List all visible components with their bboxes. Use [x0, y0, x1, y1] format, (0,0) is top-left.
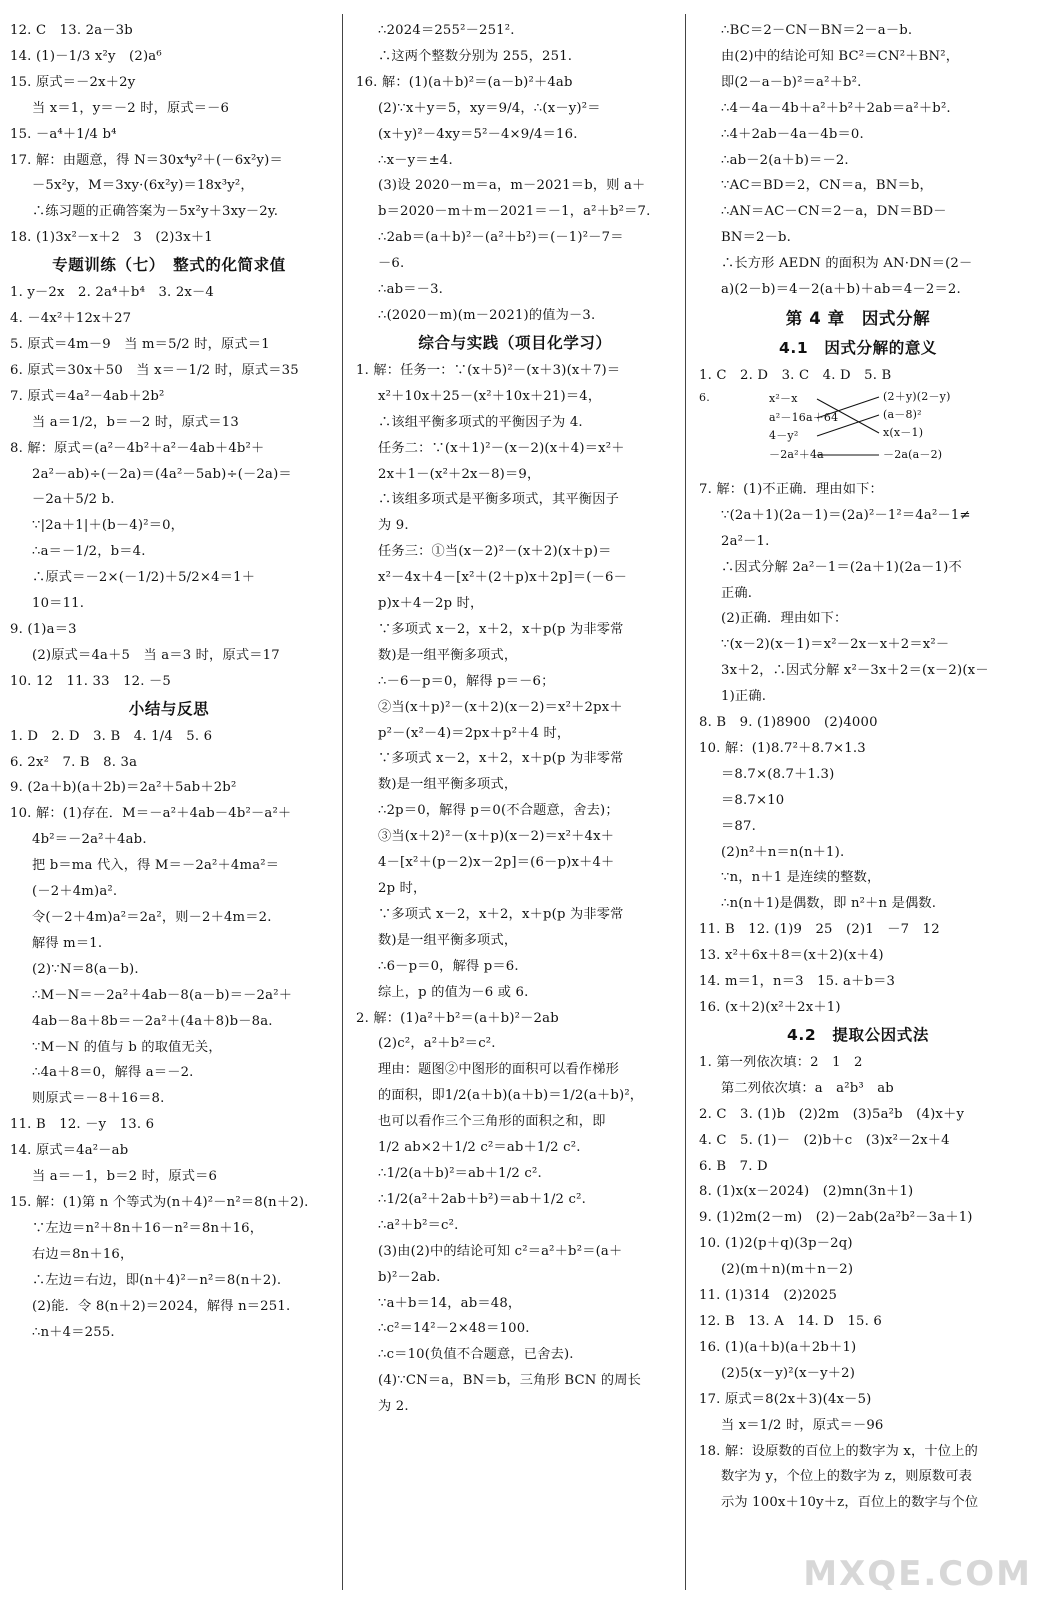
answer-line: 4b²＝－2a²＋4ab.: [32, 832, 147, 848]
answer-line: 为 9.: [378, 518, 409, 534]
answer-line: 1. 第一列依次填：2 1 2: [699, 1054, 863, 1070]
answer-line: ∴练习题的正确答案为－5x²y＋3xy－2y.: [32, 204, 279, 220]
section-heading: 4.2 提取公因式法: [787, 1025, 929, 1044]
figure-left-expr: x²－x: [769, 391, 798, 405]
answer-line: (2)n²＋n＝n(n＋1).: [721, 844, 845, 860]
answer-line: ∴4－4a－4b＋a²＋b²＋2ab＝a²＋b².: [721, 100, 951, 116]
answer-line: ∴6－p＝0，解得 p＝6.: [378, 958, 519, 974]
answer-line: (4)∵CN＝a，BN＝b，三角形 BCN 的周长: [378, 1373, 642, 1389]
answer-line: ∴ab－2(a＋b)＝－2.: [721, 152, 849, 168]
answer-line: －6.: [378, 256, 405, 272]
answer-line: p)x＋4－2p 时，: [378, 596, 484, 612]
answer-line: ∴BC＝2－CN－BN＝2－a－b.: [721, 23, 913, 38]
chapter-heading: 第 4 章 因式分解: [785, 308, 931, 328]
answer-line: ∵(2a＋1)(2a－1)＝(2a)²－1²＝4a²－1≠: [721, 507, 971, 523]
answer-line: ＝8.7×10: [721, 792, 785, 808]
answer-line: 2p 时，: [378, 881, 427, 896]
answer-line: ∵M－N 的值与 b 的取值无关，: [32, 1039, 222, 1055]
section-heading: 专题训练（七） 整式的化简求值: [52, 256, 286, 275]
answer-line: 14. 原式＝4a²－ab: [10, 1143, 129, 1159]
watermark-logo: MXQE.COM: [803, 1554, 1032, 1594]
answer-line: ＝87.: [721, 818, 756, 834]
answer-line: 16. 解：(1)(a＋b)²＝(a－b)²＋4ab: [356, 74, 573, 90]
section-heading: 综合与实践（项目化学习）: [418, 333, 612, 352]
answer-line: 数字为 y，个位上的数字为 z，则原数可表: [721, 1469, 973, 1485]
answer-line: ∴左边＝右边，即(n＋4)²－n²＝8(n＋2).: [32, 1272, 282, 1288]
answer-line: (2)能．令 8(n＋2)＝2024，解得 n＝251.: [32, 1298, 291, 1314]
answer-line: 令(－2＋4m)a²＝2a²，则－2＋4m＝2.: [32, 910, 272, 925]
answer-line: 第二列依次填：a a²b³ ab: [721, 1080, 894, 1096]
answer-line: －2a＋5/2 b.: [32, 492, 115, 508]
answer-line: ∴x－y＝±4.: [378, 152, 453, 168]
answer-line: 11. B 12. －y 13. 6: [10, 1117, 155, 1133]
answer-line: 15. 原式＝－2x＋2y: [10, 74, 136, 90]
answer-line: 8. (1)x(x－2024) (2)mn(3n＋1): [699, 1184, 914, 1200]
figure-left-expr: a²－16a＋64: [769, 410, 839, 424]
answer-line: 任务三：①当(x－2)²－(x＋2)(x＋p)＝: [378, 544, 612, 560]
answer-line: ∵多项式 x－2，x＋2，x＋p(p 为非零常: [378, 906, 624, 922]
section-heading: 小结与反思: [128, 699, 210, 718]
figure-right-expr: (2＋y)(2－y): [883, 389, 951, 403]
column-divider: [342, 14, 343, 1590]
answer-line: ∵n，n＋1 是连续的整数，: [721, 870, 881, 886]
answer-line: ∴c²＝14²－2×48＝100.: [378, 1321, 530, 1337]
answer-line: ∵AC＝BD＝2，CN＝a，BN＝b，: [721, 178, 933, 194]
answer-line: ∴该组多项式是平衡多项式，其平衡因子: [378, 492, 619, 508]
column-right: [699, 18, 1017, 1588]
answer-line: 当 x＝1，y＝－2 时，原式＝－6: [32, 100, 230, 116]
answer-line: 10. 12 11. 33 12. －5: [10, 673, 172, 689]
answer-line: 11. (1)314 (2)2025: [699, 1288, 838, 1304]
column-divider: [685, 14, 686, 1590]
answer-line: 解得 m＝1.: [32, 935, 103, 951]
matching-diagram: [699, 391, 1017, 475]
answer-line: (2)正确．理由如下：: [721, 611, 848, 627]
answer-line: 13. x²＋6x＋8＝(x＋2)(x＋4): [699, 948, 884, 964]
answer-line: ∴c＝10(负值不合题意，已舍去).: [378, 1347, 574, 1363]
answer-line: 16. (x＋2)(x²＋2x＋1): [699, 1000, 841, 1015]
answer-line: (3)设 2020－m＝a，m－2021＝b，则 a＋: [378, 178, 646, 194]
answer-line: 6. 原式＝30x＋50 当 x＝－1/2 时，原式＝35: [10, 362, 299, 378]
answer-line: a)(2－b)＝4－2(a＋b)＋ab＝4－2＝2.: [721, 282, 961, 298]
answer-line: 2. C 3. (1)b (2)2m (3)5a²b (4)x＋y: [699, 1106, 965, 1122]
figure-right-expr: －2a(a－2): [883, 447, 943, 461]
answer-line: ∴n(n＋1)是偶数，即 n²＋n 是偶数.: [721, 896, 937, 912]
answer-line: 2a²－ab)÷(－2a)＝(4a²－5ab)÷(－2a)＝: [32, 466, 292, 482]
answer-line: ∵a＋b＝14，ab＝48，: [378, 1295, 522, 1311]
answer-line: ∴2p＝0，解得 p＝0(不合题意，舍去)；: [378, 803, 619, 819]
answer-line: 10. (1)2(p＋q)(3p－2q): [699, 1236, 853, 1252]
answer-line: 10. 解：(1)存在．M＝－a²＋4ab－4b²－a²＋: [10, 806, 292, 822]
answer-line: 任务二：∵(x＋1)²－(x－2)(x＋4)＝x²＋: [378, 440, 625, 456]
answer-line: x²＋10x＋25－(x²＋10x＋21)＝4，: [378, 388, 602, 404]
answer-line: 正确.: [721, 585, 753, 601]
answer-line: b)²－2ab.: [378, 1269, 441, 1285]
answer-line: ∵多项式 x－2，x＋2，x＋p(p 为非零常: [378, 621, 624, 637]
answer-line: 4－[x²＋(p－2)x－2p]＝(6－p)x＋4＋: [378, 855, 615, 871]
answer-line: 1. C 2. D 3. C 4. D 5. B: [699, 367, 892, 383]
answer-line: ∴1/2(a＋b)²＝ab＋1/2 c².: [378, 1165, 542, 1181]
answer-line: 12. B 13. A 14. D 15. 6: [699, 1313, 882, 1329]
answer-line: 数)是一组平衡多项式，: [378, 777, 518, 793]
answer-line: ∴4a＋8＝0，解得 a＝－2.: [32, 1065, 194, 1081]
answer-line: 右边＝8n＋16，: [32, 1246, 134, 1262]
answer-line: ∵多项式 x－2，x＋2，x＋p(p 为非零常: [378, 751, 624, 767]
answer-line: ∵(x－2)(x－1)＝x²－2x－x＋2＝x²－: [721, 637, 950, 653]
answer-line: 4. －4x²＋12x＋27: [10, 311, 132, 327]
answer-line: 8. 解：原式＝(a²－4b²＋a²－4ab＋4b²＋: [10, 440, 265, 456]
answer-line: ∴这两个整数分别为 255，251.: [378, 48, 573, 64]
answer-line: 即(2－a－b)²＝a²＋b².: [721, 74, 862, 90]
answer-line: ∴(2020－m)(m－2021)的值为－3.: [378, 307, 596, 323]
answer-line: 17. 解：由题意，得 N＝30x⁴y²＋(－6x²y)＝: [10, 152, 283, 168]
answer-line: ③当(x＋2)²－(x＋p)(x－2)＝x²＋4x＋: [378, 829, 615, 845]
figure-right-expr: (a－8)²: [883, 407, 922, 421]
answer-line: ∴原式＝－2×(－1/2)＋5/2×4＝1＋: [32, 570, 256, 586]
answer-line: b＝2020－m＋m－2021＝－1，a²＋b²＝7.: [378, 204, 651, 220]
answer-line: ∴2024＝255²－251².: [378, 23, 515, 38]
answer-line: (－2＋4m)a².: [32, 884, 118, 900]
answer-line: 的面积，即1/2(a＋b)(a＋b)＝1/2(a＋b)²，: [378, 1088, 644, 1104]
answer-line: 14. (1)－1/3 x²y (2)a⁶: [10, 48, 162, 64]
answer-line: 16. (1)(a＋b)(a＋2b＋1): [699, 1339, 857, 1355]
figure-left-expr: －2a²＋4a: [769, 447, 824, 461]
figure-left-expr: 4－y²: [769, 428, 799, 442]
answer-line: 数)是一组平衡多项式，: [378, 647, 518, 663]
answer-line: ∴－6－p＝0，解得 p＝－6；: [378, 673, 555, 689]
answer-line: 把 b＝ma 代入，得 M＝－2a²＋4ma²＝: [32, 858, 280, 874]
answer-line: 7. 解：(1)不正确．理由如下：: [699, 481, 883, 497]
answer-line: x²－4x＋4－[x²＋(2＋p)x＋2p]＝(－6－: [378, 570, 627, 586]
answer-line: 10. 解：(1)8.7²＋8.7×1.3: [699, 740, 866, 756]
answer-line: (x＋y)²－4xy＝5²－4×9/4＝16.: [378, 126, 578, 142]
answer-line: －5x²y，M＝3xy·(6x²y)＝18x³y²，: [32, 178, 254, 194]
answer-line: (2)(m＋n)(m＋n－2): [721, 1262, 854, 1278]
answer-line: 5. 原式＝4m－9 当 m＝5/2 时，原式＝1: [10, 336, 270, 352]
answer-line: 10＝11.: [32, 596, 85, 612]
answer-line: p²－(x²－4)＝2px＋p²＋4 时，: [378, 725, 571, 741]
answer-line: 18. 解：设原数的百位上的数字为 x，十位上的: [699, 1443, 978, 1459]
answer-line: 2. 解：(1)a²＋b²＝(a＋b)²－2ab: [356, 1010, 559, 1026]
answer-line: 1/2 ab×2＋1/2 c²＝ab＋1/2 c².: [378, 1140, 581, 1156]
answer-line: ∴因式分解 2a²－1＝(2a＋1)(2a－1)不: [721, 559, 962, 575]
figure-item-number: 6.: [699, 390, 710, 404]
answer-line: ∴1/2(a²＋2ab＋b²)＝ab＋1/2 c².: [378, 1191, 587, 1207]
answer-line: 2a²－1.: [721, 533, 770, 549]
answer-line: ∴AN＝AC－CN＝2－a，DN＝BD－: [721, 204, 947, 220]
answer-line: 1)正确.: [721, 689, 767, 705]
answer-line: 示为 100x＋10y＋z，百位上的数字与个位: [721, 1495, 979, 1511]
answer-line: 4ab－8a＋8b＝－2a²＋(4a＋8)b－8a.: [32, 1013, 273, 1029]
answer-line: 6. 2x² 7. B 8. 3a: [10, 754, 138, 770]
answer-line: 当 x＝1/2 时，原式＝－96: [721, 1417, 884, 1433]
answer-line: ∴n＋4＝255.: [32, 1324, 115, 1340]
answer-line: 为 2.: [378, 1399, 409, 1415]
answer-line: 1. D 2. D 3. B 4. 1/4 5. 6: [10, 728, 213, 744]
answer-line: 当 a＝1/2，b＝－2 时，原式＝13: [32, 414, 239, 430]
answer-line: 数)是一组平衡多项式，: [378, 932, 518, 948]
answer-line: ∵左边＝n²＋8n＋16－n²＝8n＋16，: [32, 1220, 264, 1236]
answer-line: 也可以看作三个三角形的面积之和，即: [378, 1114, 606, 1130]
answer-line: ∴该组平衡多项式的平衡因子为 4.: [378, 414, 583, 430]
answer-line: ∴M－N＝－2a²＋4ab－8(a－b)＝－2a²＋: [32, 987, 293, 1003]
answer-line: (2)5(x－y)²(x－y＋2): [721, 1365, 856, 1381]
answer-line: (2)原式＝4a＋5 当 a＝3 时，原式＝17: [32, 647, 280, 663]
section-heading: 4.1 因式分解的意义: [778, 338, 938, 357]
answer-line: ∵|2a＋1|＋(b－4)²＝0，: [32, 518, 185, 534]
answer-line: 9. (2a＋b)(a＋2b)＝2a²＋5ab＋2b²: [10, 780, 237, 796]
answer-line: ②当(x＋p)²－(x＋2)(x－2)＝x²＋2px＋: [378, 699, 623, 715]
answer-line: 2x＋1－(x²＋2x－8)＝9，: [378, 466, 541, 482]
answer-line: 17. 原式＝8(2x＋3)(4x－5): [699, 1391, 872, 1407]
answer-line: 18. (1)3x²－x＋2 3 (2)3x＋1: [10, 230, 213, 246]
answer-line: 15. 解：(1)第 n 个等式为(n＋4)²－n²＝8(n＋2).: [10, 1194, 309, 1210]
answer-line: 8. B 9. (1)8900 (2)4000: [699, 715, 878, 731]
answer-line: (2)∵N＝8(a－b).: [32, 961, 139, 977]
answer-line: 6. B 7. D: [699, 1158, 768, 1174]
answer-line: 12. C 13. 2a－3b: [10, 23, 133, 38]
column-middle: [356, 18, 674, 1588]
answer-line: 综上，p 的值为－6 或 6.: [378, 984, 529, 1000]
matching-lines: [699, 391, 1017, 475]
answer-line: 由(2)中的结论可知 BC²＝CN²＋BN²，: [721, 48, 960, 64]
answer-line: 则原式＝－8＋16＝8.: [32, 1091, 165, 1107]
answer-line: 1. 解：任务一：∵(x＋5)²－(x＋3)(x＋7)＝: [356, 362, 621, 378]
answer-line: ∴长方形 AEDN 的面积为 AN·DN＝(2－: [721, 256, 973, 272]
answer-line: ∴a＝－1/2，b＝4.: [32, 544, 146, 560]
answer-line: 1. y－2x 2. 2a⁴＋b⁴ 3. 2x－4: [10, 285, 215, 301]
answer-line: ∴a²＋b²＝c².: [378, 1217, 459, 1233]
column-left: [10, 18, 328, 1588]
answer-line: (3)由(2)中的结论可知 c²＝a²＋b²＝(a＋: [378, 1243, 623, 1259]
answer-line: ∴2ab＝(a＋b)²－(a²＋b²)＝(－1)²－7＝: [378, 230, 624, 246]
answer-line: ＝8.7×(8.7＋1.3): [721, 766, 835, 782]
answer-line: (2)c²，a²＋b²＝c².: [378, 1036, 496, 1052]
answer-line: 15. －a⁴＋1/4 b⁴: [10, 126, 117, 142]
answer-line: ∴ab＝－3.: [378, 282, 444, 298]
answer-line: BN＝2－b.: [721, 230, 792, 246]
answer-line: (2)∵x＋y＝5，xy＝9/4，∴(x－y)²＝: [378, 100, 601, 116]
answer-line: 3x＋2，∴因式分解 x²－3x＋2＝(x－2)(x－: [721, 663, 989, 679]
answer-line: 当 a＝－1，b＝2 时，原式＝6: [32, 1169, 218, 1185]
answer-line: 理由：题图②中图形的面积可以看作梯形: [378, 1062, 619, 1078]
answer-line: ∴4＋2ab－4a－4b＝0.: [721, 126, 864, 142]
answer-line: 9. (1)2m(2－m) (2)－2ab(2a²b²－3a＋1): [699, 1210, 973, 1226]
answer-line: 11. B 12. (1)9 25 (2)1 －7 12: [699, 922, 940, 938]
answer-line: 9. (1)a＝3: [10, 621, 77, 637]
answer-line: 14. m＝1，n＝3 15. a＋b＝3: [699, 974, 896, 990]
figure-right-expr: x(x－1): [883, 425, 924, 439]
answer-line: 4. C 5. (1)－ (2)b＋c (3)x²－2x＋4: [699, 1132, 950, 1148]
answer-line: 7. 原式＝4a²－4ab＋2b²: [10, 388, 165, 404]
